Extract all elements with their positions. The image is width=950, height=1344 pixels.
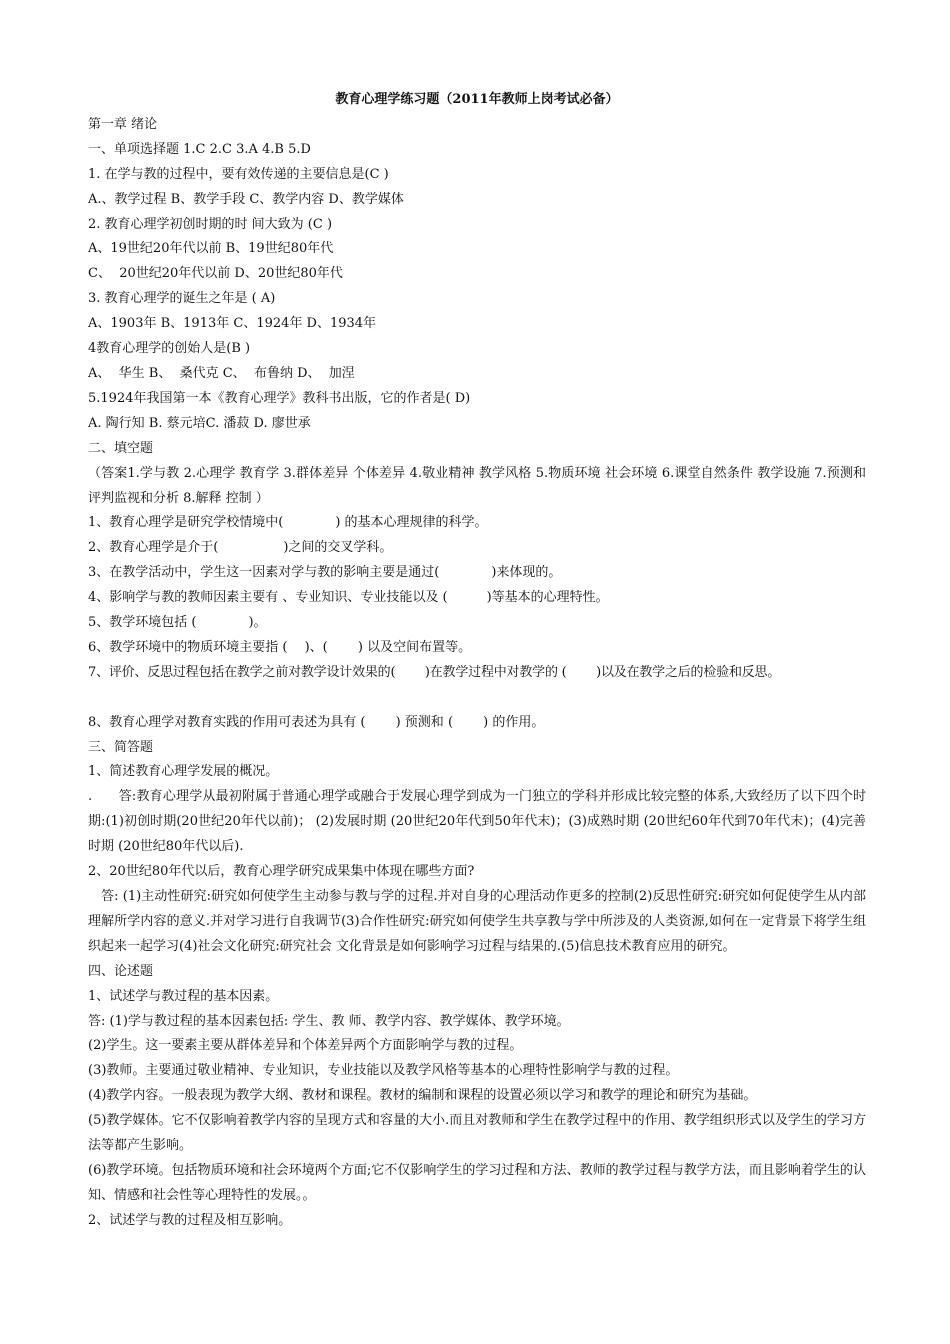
short-question: 1、简述教育心理学发展的概况。 xyxy=(88,764,279,780)
mcq-line: 5.1924年我国第一本《教育心理学》教科书出版，它的作者是( D) xyxy=(88,390,471,406)
essay-question: 2、试述学与教的过程及相互影响。 xyxy=(88,1212,292,1228)
fill-section-heading: 二、填空题 xyxy=(88,440,154,456)
mcq-line: 4教育心理学的创始人是(B ) xyxy=(88,341,251,357)
fill-answer-key: （答案1.学与教 2.心理学 教育学 3.群体差异 个体差异 4.敬业精神 教学风格 5.物质环境 社会环境 6.课堂自然条件 教学设施 7.预测和评判监视和分析 8.解释 控制 ） xyxy=(88,465,866,506)
mcq-line: A、1903年 B、1913年 C、1924年 D、1934年 xyxy=(88,316,377,332)
mcq-line: A. 陶行知 B. 蔡元培C. 潘菽 D. 廖世承 xyxy=(88,415,311,431)
essay-answer-line: 答: (1)学与教过程的基本因素包括: 学生、教 师、教学内容、教学媒体、教学环境。 xyxy=(88,1013,570,1029)
mcq-section-heading: 一、单项选择题 1.C 2.C 3.A 4.B 5.D xyxy=(88,141,311,157)
document-page xyxy=(88,88,866,1234)
fill-line: 1、教育心理学是研究学校情境中( ) 的基本心理规律的科学。 xyxy=(88,515,488,531)
mcq-line: 3. 教育心理学的诞生之年是 ( A) xyxy=(88,291,276,307)
document-title: 教育心理学练习题（2011年教师上岗考试必备） xyxy=(335,92,619,107)
fill-line: 5、教学环境包括 ( )。 xyxy=(88,615,267,631)
short-answer: . 答:教育心理学从最初附属于普通心理学或融合于发展心理学到成为一门独立的学科并形成比较完整的体系,大致经历了以下四个时期:(1)初创时期(20世纪20年代以前)； (2)发展时期 (20世纪20年代到50年代末)；(3)成熟时期 (20世纪60年代到70年代末)；(4)完善时期 (20世纪80年代以后). xyxy=(88,789,866,855)
mcq-line: 2. 教育心理学初创时期的时 间大致为 (C ) xyxy=(88,216,333,232)
essay-answer-line: (5)教学媒体。它不仅影响着教学内容的呈现方式和容量的大小.而且对教师和学生在教学过程中的作用、教学组织形式以及学生的学习方法等都产生影响。 xyxy=(88,1113,866,1154)
mcq-line: 1. 在学与教的过程中，要有效传递的主要信息是(C ) xyxy=(88,166,389,182)
fill-line: 2、教育心理学是介于( )之间的交叉学科。 xyxy=(88,540,393,556)
mcq-line: A、19世纪20年代以前 B、19世纪80年代 xyxy=(88,241,334,257)
fill-line: 6、教学环境中的物质环境主要指 ( )、( ) 以及空间布置等。 xyxy=(88,639,472,655)
essay-question: 1、试述学与教过程的基本因素。 xyxy=(88,988,279,1004)
fill-line: 3、在教学活动中，学生这一因素对学与教的影响主要是通过( )来体现的。 xyxy=(88,565,562,581)
mcq-line: A、 华生 B、 桑代克 C、 布鲁纳 D、 加涅 xyxy=(88,365,355,381)
essay-answer-line: (2)学生。这一要素主要从群体差异和个体差异两个方面影响学与教的过程。 xyxy=(88,1038,523,1054)
essay-section-heading: 四、论述题 xyxy=(88,963,154,979)
short-question: 2、20世纪80年代以后，教育心理学研究成果集中体现在哪些方面? xyxy=(88,864,475,880)
mcq-line: A.、教学过程 B、教学手段 C、教学内容 D、教学媒体 xyxy=(88,191,404,207)
blank-spacer xyxy=(88,686,866,711)
short-section-heading: 三、简答题 xyxy=(88,739,154,755)
essay-answer-line: (6)教学环境。包括物质环境和社会环境两个方面;它不仅影响学生的学习过程和方法、教师的教学过程与教学方法，而且影响着学生的认知、情感和社会性等心理特性的发展。。 xyxy=(88,1162,866,1203)
essay-answer-line: (4)教学内容。一般表现为教学大纲、教材和课程。教材的编制和课程的设置必须以学习和教学的理论和研究为基础。 xyxy=(88,1088,757,1104)
fill-line: 4、影响学与教的教师因素主要有 、专业知识、专业技能以及 ( )等基本的心理特性。 xyxy=(88,590,609,606)
fill-line: 7、评价、反思过程包括在教学之前对教学设计效果的( )在教学过程中对教学的 ( )以及在教学之后的检验和反思。 xyxy=(88,664,781,680)
fill-line: 8、教育心理学对教育实践的作用可表述为具有 ( ) 预测和 ( ) 的作用。 xyxy=(88,714,545,730)
mcq-line: C、 20世纪20年代以前 D、20世纪80年代 xyxy=(88,266,343,282)
essay-answer-line: (3)教师。主要通过敬业精神、专业知识，专业技能以及教学风格等基本的心理特性影响学与教的过程。 xyxy=(88,1063,679,1079)
short-answer: 答: (1)主动性研究:研究如何使学生主动参与教与学的过程.并对自身的心理活动作更多的控制(2)反思性研究:研究如何促使学生从内部理解所学内容的意义.并对学习进行自我调节(3)合作性研究:研究如何使学生共享教与学中所涉及的人类资源,如何在一定背景下将学生组 织起来一起学习(4)社会文化研究:研究社会 文化背景是如何影响学习过程与结果的.(5)信息技术教育应用的研究。 xyxy=(88,888,866,954)
chapter-heading: 第一章 绪论 xyxy=(88,116,158,132)
